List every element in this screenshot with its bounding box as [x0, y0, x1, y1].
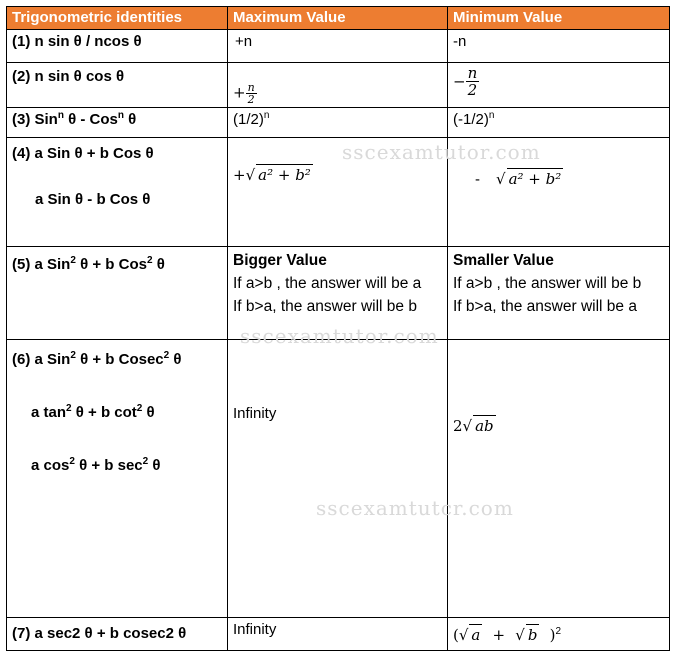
- identity-sup: 2: [70, 255, 76, 266]
- identity-sup: 2: [70, 350, 76, 361]
- min-fraction: [466, 65, 480, 98]
- table-row: [7, 108, 670, 138]
- table-row: [7, 618, 670, 651]
- min-cell: [448, 618, 670, 651]
- min-paren-close: ): [549, 626, 556, 644]
- min-radicand: a² + b²: [508, 170, 562, 188]
- max-numerator: n: [247, 81, 255, 94]
- max-sign: +: [233, 83, 246, 102]
- identity-cell: [7, 30, 228, 63]
- max-cell: [228, 108, 448, 138]
- max-cell: [228, 618, 448, 651]
- identity-sup: 2: [163, 350, 170, 361]
- identity-sup: 2: [142, 456, 149, 467]
- min-cell: [448, 30, 670, 63]
- identity-text: (3) Sin: [12, 111, 58, 128]
- sqrt-icon: √: [462, 417, 473, 435]
- table-row: [7, 340, 670, 618]
- identity-cell: [7, 618, 228, 651]
- identity-text: θ + b sec: [74, 457, 143, 474]
- max-cell: [228, 63, 448, 108]
- sqrt-icon: √: [496, 170, 506, 188]
- identity-text: θ: [124, 111, 137, 128]
- watermark: sscexamtutor.com: [342, 140, 541, 164]
- max-cell: [228, 30, 448, 63]
- watermark: sscexamtutor.com: [240, 324, 439, 348]
- identity-line: [12, 456, 222, 476]
- sqrt-icon: √: [515, 626, 525, 644]
- min-line: If b>a, the answer will be a: [453, 298, 637, 315]
- identity-text: (7) a sec2 θ + b cosec2 θ: [12, 625, 187, 642]
- identity-text: θ - Cos: [63, 111, 118, 128]
- min-paren-open: (: [453, 626, 459, 644]
- max-value: Infinity: [233, 621, 277, 638]
- identity-text: θ + b Cosec: [75, 351, 164, 368]
- min-coefficient: 2: [453, 417, 463, 435]
- identity-cell: [7, 247, 228, 340]
- identity-text: a Sin θ - b Cos θ: [35, 191, 151, 208]
- identity-text: θ: [148, 457, 161, 474]
- identity-text: (6) a Sin: [12, 351, 71, 368]
- min-cell: [448, 138, 670, 247]
- min-sup: n: [488, 110, 495, 121]
- max-sup: n: [263, 110, 270, 121]
- max-fraction: [246, 82, 257, 105]
- table-row: [7, 30, 670, 63]
- identity-sup: 2: [136, 403, 143, 414]
- table-row: [7, 63, 670, 108]
- identity-text: (5) a Sin: [12, 256, 71, 273]
- watermark: sscexamtutcr.com: [316, 496, 514, 520]
- max-line: If b>a, the answer will be b: [233, 298, 417, 315]
- min-cell: [448, 63, 670, 108]
- min-cell: [448, 340, 670, 618]
- table-row: [7, 247, 670, 340]
- trig-identities-table: [6, 6, 670, 651]
- min-sup: 2: [555, 626, 562, 637]
- identity-sup: 2: [69, 456, 75, 467]
- header-identities: Trigonometric identities: [7, 7, 228, 30]
- max-radicand: a² + b²: [258, 166, 311, 184]
- sqrt-icon: √: [458, 626, 469, 644]
- header-maximum: Maximum Value: [228, 7, 448, 30]
- min-cell: [448, 247, 670, 340]
- max-value: Infinity: [233, 405, 277, 422]
- max-sign: +: [233, 166, 246, 184]
- table-row: [7, 138, 670, 247]
- min-value: -n: [453, 33, 467, 50]
- min-sign: -: [475, 171, 480, 188]
- sqrt-icon: √: [245, 166, 256, 184]
- min-radicand: ab: [475, 417, 494, 435]
- min-numerator: n: [467, 64, 478, 82]
- identity-text: θ + b Cos: [75, 256, 147, 273]
- header-minimum: Minimum Value: [448, 7, 670, 30]
- min-title: Smaller Value: [453, 252, 554, 269]
- identity-sup: 2: [146, 255, 153, 266]
- max-cell: [228, 340, 448, 618]
- identity-sup: n: [117, 110, 125, 121]
- identity-sup: n: [57, 110, 64, 121]
- identity-text: θ: [152, 256, 165, 273]
- max-line: If a>b , the answer will be a: [233, 275, 422, 292]
- identity-text: a tan: [31, 404, 67, 421]
- max-denominator: 2: [247, 93, 255, 106]
- identity-text: (1) n sin θ / ncos θ: [12, 33, 142, 50]
- max-value: (1/2): [233, 111, 264, 128]
- min-sign: −: [453, 72, 466, 91]
- max-cell: [228, 247, 448, 340]
- identity-text: θ + b cot: [71, 404, 137, 421]
- identity-text: (2) n sin θ cos θ: [12, 68, 125, 85]
- min-value: (-1/2): [453, 111, 489, 128]
- identity-text: θ: [169, 351, 182, 368]
- identity-cell: [7, 108, 228, 138]
- min-radicand-b: b: [527, 626, 538, 644]
- header-row: [7, 7, 670, 30]
- min-denominator: 2: [467, 81, 478, 99]
- identity-text: a cos: [31, 457, 70, 474]
- identity-sup: 2: [66, 403, 72, 414]
- identity-text: (4) a Sin θ + b Cos θ: [12, 145, 154, 162]
- identity-line: [12, 403, 222, 423]
- identity-text: θ: [142, 404, 155, 421]
- identity-cell: [7, 340, 228, 618]
- min-cell: [448, 108, 670, 138]
- max-title: Bigger Value: [233, 252, 327, 269]
- identity-line: [12, 350, 222, 370]
- max-value: +n: [235, 33, 253, 50]
- min-plus: +: [492, 626, 506, 644]
- max-cell: [228, 138, 448, 247]
- min-radicand-a: a: [471, 626, 481, 644]
- identity-cell: [7, 138, 228, 247]
- identity-cell: [7, 63, 228, 108]
- min-line: If a>b , the answer will be b: [453, 275, 642, 292]
